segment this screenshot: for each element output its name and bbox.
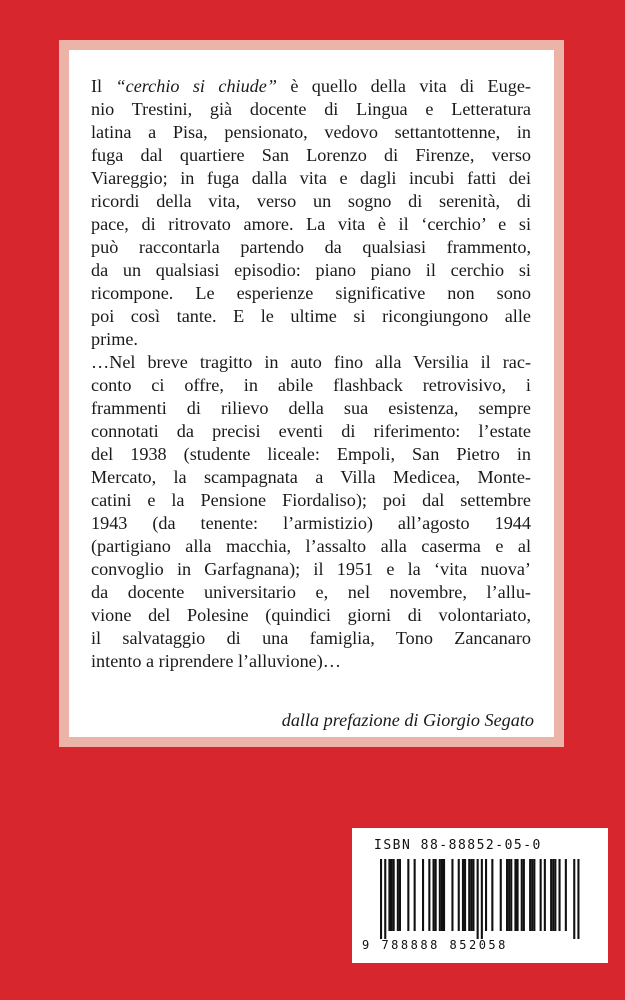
barcode-bar (428, 859, 430, 931)
barcode-box (352, 828, 608, 963)
text-line (91, 190, 531, 213)
text-span: convoglio in Garfagnana); il 1951 e la ‘vita nuova’ (91, 559, 531, 579)
text-line (91, 443, 531, 466)
barcode-bar (441, 859, 443, 931)
text-line (91, 351, 531, 374)
barcode-bar (565, 859, 567, 931)
barcode-bar (388, 859, 390, 931)
barcode-bar (523, 859, 525, 931)
text-span: vione del Polesine (quindici giorni di volontariato, (91, 605, 531, 625)
text-span: connotati da precisi eventi di riferimento: l’estate (91, 421, 531, 441)
barcode-bar (468, 859, 470, 931)
text-line (91, 420, 531, 443)
barcode-bar (533, 859, 535, 931)
blurb-text (91, 75, 531, 673)
text-span: (partigiano alla macchia, l’assalto alla caserma e al (91, 536, 531, 556)
text-line (91, 627, 531, 650)
barcode-bar (439, 859, 441, 931)
barcode-bar (391, 859, 393, 931)
text-span: catini e la Pensione Fiordaliso); poi dal settembre (91, 490, 531, 510)
text-line (91, 167, 531, 190)
barcode-bar (521, 859, 523, 931)
barcode-bar (451, 859, 453, 931)
text-span: può raccontarla partendo da qualsiasi frammento, (91, 237, 531, 257)
barcode-bar (577, 859, 579, 939)
text-panel (69, 50, 554, 737)
barcode-bar (462, 859, 464, 931)
text-span: latina a Pisa, pensionato, vedovo settantottenne, in (91, 122, 531, 142)
text-span: frammenti di rilievo della sua esistenza, sempre (91, 398, 531, 418)
text-span: Mercato, la scampagnata a Villa Medicea, Monte- (91, 467, 531, 487)
isbn-label: ISBN 88-88852-05-0 (374, 838, 542, 853)
text-span: del 1938 (studente liceale: Empoli, San Pietro in (91, 444, 531, 464)
barcode-bar (500, 859, 502, 931)
text-span: ricompone. Le esperienze significative non sono (91, 283, 531, 303)
barcode-bar (485, 859, 487, 931)
barcode-bar (514, 859, 516, 931)
barcode-bar (397, 859, 399, 931)
barcode-bar (414, 859, 416, 931)
text-line (91, 466, 531, 489)
barcode-bar (393, 859, 395, 931)
barcode-bar (550, 859, 552, 931)
barcode-bar (554, 859, 556, 931)
barcode-bar (573, 859, 575, 939)
barcode-bar (407, 859, 409, 931)
barcode-bar (552, 859, 554, 931)
barcode-bar (491, 859, 493, 931)
ean-digits: 9 788888 852058 (362, 938, 508, 952)
text-span: pace, di ritrovato amore. La vita è il ‘cerchio’ e si (91, 214, 531, 234)
text-span: da un qualsiasi episodio: piano piano il cerchio si (91, 260, 531, 280)
barcode-bar (529, 859, 531, 931)
text-span: poi così tante. E le ultime si ricongiungono alle (91, 306, 531, 326)
barcode-bar (458, 859, 460, 931)
text-span: intento a riprendere l’alluvione)… (91, 651, 341, 671)
text-span: Il (91, 76, 116, 96)
text-line (91, 397, 531, 420)
barcode-bar (531, 859, 533, 931)
barcode-bar (540, 859, 542, 931)
text-line (91, 144, 531, 167)
text-line (91, 604, 531, 627)
barcode-bar (433, 859, 435, 931)
text-line (91, 489, 531, 512)
text-span: …Nel breve tragitto in auto fino alla Versilia il rac- (91, 352, 531, 372)
text-line (91, 374, 531, 397)
text-span: Viareggio; in fuga dalla vita e dagli incubi fatti dei (91, 168, 531, 188)
barcode-bar (510, 859, 512, 931)
text-span: fuga dal quartiere San Lorenzo di Firenze, verso (91, 145, 531, 165)
text-span: è quello della vita di Euge- (276, 76, 531, 96)
text-line (91, 535, 531, 558)
text-line (91, 259, 531, 282)
text-line (91, 650, 531, 673)
text-line (91, 75, 531, 98)
text-span: nio Trestini, già docente di Lingua e Letteratura (91, 99, 531, 119)
barcode-bar (399, 859, 401, 931)
barcode-bar (380, 859, 382, 939)
barcode-bar (464, 859, 466, 931)
barcode-bar (470, 859, 472, 931)
text-line (91, 581, 531, 604)
barcode-bar (443, 859, 445, 931)
barcode-bar (477, 859, 479, 939)
text-line (91, 558, 531, 581)
barcode-bar (559, 859, 561, 931)
text-span: 1943 (da tenente: l’armistizio) all’agosto 1944 (91, 513, 531, 533)
text-line (91, 512, 531, 535)
text-line (91, 213, 531, 236)
text-span: conto ci offre, in abile flashback retrovisivo, i (91, 375, 531, 395)
barcode-bar (472, 859, 474, 931)
text-line (91, 98, 531, 121)
text-line (91, 328, 531, 351)
book-title-italic: “cerchio si chiude” (115, 76, 277, 96)
barcode-bar (422, 859, 424, 931)
preface-attribution: dalla prefazione di Giorgio Segato (281, 710, 534, 730)
barcode-bar (435, 859, 437, 931)
text-span: ricordi della vita, verso un sogno di serenità, di (91, 191, 531, 211)
back-cover-frame (59, 40, 564, 747)
barcode-bar (508, 859, 510, 931)
barcode-image (368, 859, 592, 939)
text-span: il salvataggio di una famiglia, Tono Zancanaro (91, 628, 531, 648)
barcode-bar (517, 859, 519, 931)
text-line (91, 121, 531, 144)
barcode-bar (481, 859, 483, 939)
text-line (91, 305, 531, 328)
barcode-bar (384, 859, 386, 939)
barcode-bar (506, 859, 508, 931)
text-line (91, 236, 531, 259)
text-span: prime. (91, 329, 138, 349)
text-line (91, 282, 531, 305)
text-span: da docente universitario e, nel novembre, l’allu- (91, 582, 531, 602)
barcode-bar (544, 859, 546, 931)
